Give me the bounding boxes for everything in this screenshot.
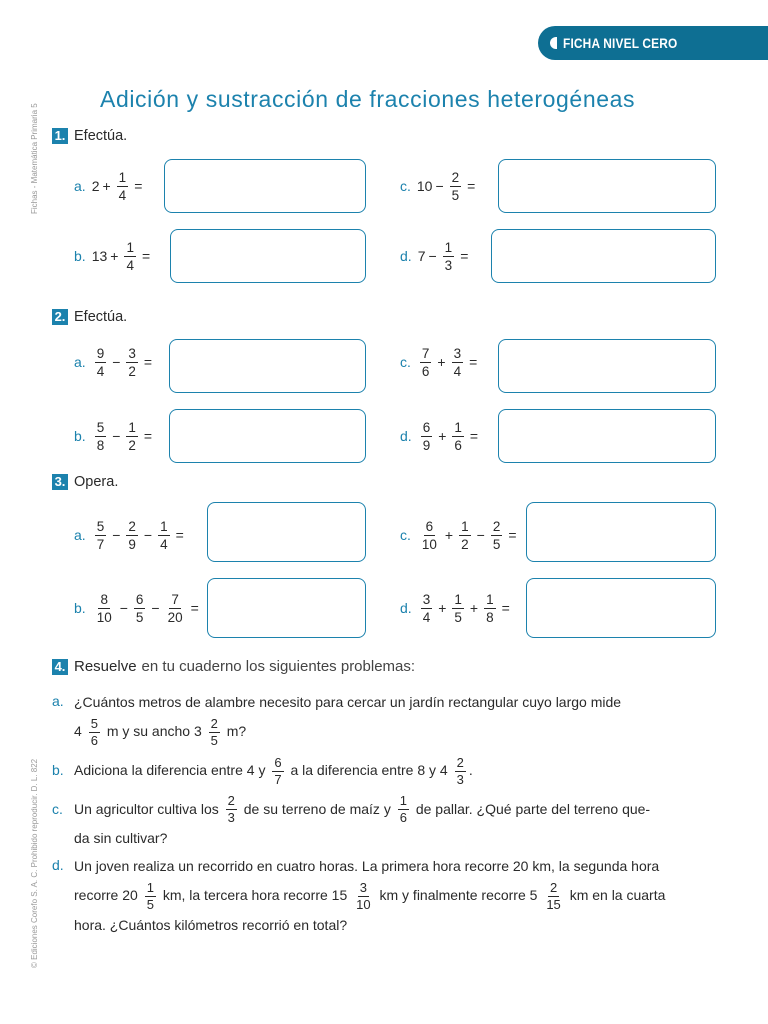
- banner-tab-icon: [550, 37, 557, 49]
- exercise-1b: b. 13 + $\frac{1}{4}$ =: [74, 239, 151, 273]
- side-caption-copyright: © Ediciones Corefo S. A. C. Prohibido reproducir. D. L. 822: [30, 758, 39, 968]
- section-instruction: Opera: [74, 474, 115, 490]
- problem-b: b. Adiciona la diferencia entre 4 y $\frac{6}{7}$ a la diferencia entre 8 y 4 $\frac{2}{3}$ .: [52, 754, 473, 787]
- problem-c: c. Un agricultor cultiva los $\frac{2}{3}$ de su terreno de maíz y $\frac{1}{6}$ de pallar. ¿Qué parte del terreno que- da sin cultivar?: [52, 793, 651, 847]
- fraction: $\frac{6}{9}$: [422, 419, 431, 453]
- section-number: 4.: [52, 659, 68, 675]
- exercise-3c: c. $\frac{6}{10}$ + $\frac{1}{2}$ − $\frac{2}{5}$ =: [400, 518, 517, 552]
- fraction: $\frac{1}{4}$: [160, 518, 168, 552]
- fraction: $\frac{2}{15}$: [546, 880, 561, 913]
- fraction: $\frac{1}{5}$: [454, 591, 462, 625]
- fraction: $\frac{3}{4}$: [453, 345, 462, 379]
- page-title: Adición y sustracción de fracciones heterogéneas: [100, 86, 636, 112]
- answer-box-3d[interactable]: [526, 578, 716, 638]
- answer-box-1d[interactable]: [491, 229, 716, 283]
- fraction: $\frac{2}{9}$: [128, 518, 136, 552]
- fraction: $\frac{1}{2}$: [461, 518, 469, 552]
- answer-box-2c[interactable]: [498, 339, 716, 393]
- fraction: $\frac{1}{2}$: [128, 419, 136, 453]
- answer-box-3b[interactable]: [207, 578, 366, 638]
- exercise-1c: c. 10 − $\frac{2}{5}$ =: [400, 169, 476, 203]
- level-banner: [538, 26, 768, 60]
- section-number: 1.: [52, 128, 68, 144]
- fraction: $\frac{6}{7}$: [274, 754, 282, 787]
- section-2-heading: 2. Efectúa .: [52, 309, 127, 325]
- exercise-2d: d. $\frac{6}{9}$ + $\frac{1}{6}$ =: [400, 419, 479, 453]
- word-problems: [52, 690, 722, 941]
- fraction: $\frac{5}{7}$: [96, 518, 105, 552]
- fraction: $\frac{3}{10}$: [356, 880, 371, 913]
- fraction: $\frac{8}{10}$: [96, 591, 112, 625]
- fraction: $\frac{1}{8}$: [486, 591, 494, 625]
- fraction: $\frac{1}{4}$: [118, 169, 127, 203]
- problem-d: d. Un joven realiza un recorrido en cuatro horas. La primera hora recorre 20 km, la segunda hora recorre 20 $\frac{1}{5}$ km, la tercera hora recorre 15 $\frac{3}{10}$ km y finalmente recorre 5 $\frac{2}{15}$ km en la cuarta hora. ¿Cuántos kilómetros recorrió en total?: [52, 857, 666, 934]
- fraction: $\frac{2}{3}$: [227, 793, 235, 826]
- answer-box-1b[interactable]: [170, 229, 366, 283]
- fraction: $\frac{7}{6}$: [421, 345, 430, 379]
- answer-box-2b[interactable]: [169, 409, 366, 463]
- section-instruction: Resuelve: [74, 658, 137, 675]
- answer-box-2a[interactable]: [169, 339, 366, 393]
- fraction: $\frac{9}{4}$: [96, 345, 105, 379]
- fraction: $\frac{1}{6}$: [399, 793, 407, 826]
- section-3-heading: 3. Opera .: [52, 474, 118, 490]
- problem-a: a. ¿Cuántos metros de alambre necesito para cercar un jardín rectangular cuyo largo mide 4 $\frac{5}{6}$ m y su ancho 3 $\frac{2}{5}$ m?: [52, 693, 622, 748]
- section-number: 3.: [52, 474, 68, 490]
- banner-label: FICHA NIVEL CERO: [563, 35, 678, 51]
- fraction: $\frac{1}{3}$: [444, 239, 453, 273]
- fraction: $\frac{2}{5}$: [210, 715, 218, 748]
- section-number: 2.: [52, 309, 68, 325]
- fraction: $\frac{2}{5}$: [492, 518, 501, 552]
- exercise-1a: a. 2 + $\frac{1}{4}$ =: [74, 169, 143, 203]
- answer-box-3c[interactable]: [526, 502, 716, 562]
- exercise-2b: b. $\frac{5}{8}$ − $\frac{1}{2}$ =: [74, 419, 153, 453]
- fraction: $\frac{7}{20}$: [167, 591, 183, 625]
- fraction: $\frac{6}{10}$: [421, 518, 437, 552]
- fraction: $\frac{3}{4}$: [422, 591, 431, 625]
- fraction: $\frac{3}{2}$: [128, 345, 136, 379]
- exercise-3d: d. $\frac{3}{4}$ + $\frac{1}{5}$ + $\frac{1}{8}$ =: [400, 591, 510, 625]
- exercise-2a: a. $\frac{9}{4}$ − $\frac{3}{2}$ =: [74, 345, 153, 379]
- answer-box-2d[interactable]: [498, 409, 716, 463]
- fraction: $\frac{2}{5}$: [451, 169, 460, 203]
- fraction: $\frac{6}{5}$: [135, 591, 144, 625]
- answer-box-1a[interactable]: [164, 159, 366, 213]
- section-instruction-rest: en tu cuaderno los siguientes problemas:: [141, 658, 416, 675]
- section-instruction: Efectúa: [74, 128, 124, 144]
- fraction: $\frac{5}{6}$: [90, 715, 98, 748]
- fraction: $\frac{1}{4}$: [126, 239, 134, 273]
- fraction: $\frac{1}{5}$: [146, 880, 154, 913]
- fraction: $\frac{5}{8}$: [96, 419, 105, 453]
- answer-box-3a[interactable]: [207, 502, 366, 562]
- side-caption-top: Fichas - Matemática Primaria 5: [30, 103, 39, 214]
- fraction: $\frac{1}{6}$: [454, 419, 462, 453]
- exercise-3b: b. $\frac{8}{10}$ − $\frac{6}{5}$ − $\frac{7}{20}$ =: [74, 591, 199, 625]
- section-1-heading: 1. Efectúa .: [52, 128, 127, 144]
- answer-box-1c[interactable]: [498, 159, 716, 213]
- exercise-1d: d. 7 − $\frac{1}{3}$ =: [400, 239, 469, 273]
- exercise-2c: c. $\frac{7}{6}$ + $\frac{3}{4}$ =: [400, 345, 478, 379]
- exercise-3a: a. $\frac{5}{7}$ − $\frac{2}{9}$ − $\frac{1}{4}$ =: [74, 518, 184, 552]
- section-4-heading: [52, 658, 415, 675]
- section-instruction: Efectúa: [74, 309, 124, 325]
- fraction: $\frac{2}{3}$: [456, 754, 464, 787]
